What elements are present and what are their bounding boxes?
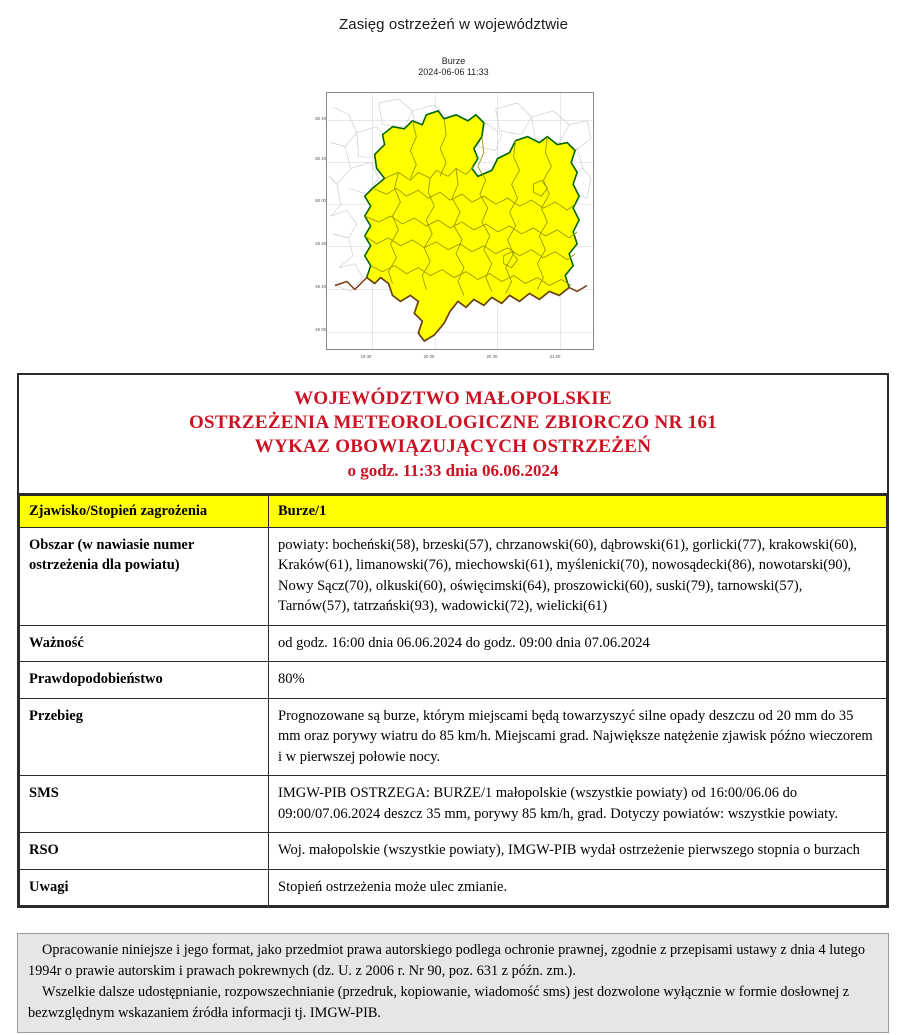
row-value-obszar: powiaty: bocheński(58), brzeski(57), chrzanowski(60), dąbrowski(61), gorlicki(77), krakowski(60), Kraków(61), limanowski(76), miechowski(61), myślenicki(70), nowosądecki(86), nowotarski(90), Nowy Sącz(70), olkuski(60), oświęcimski(64), proszowicki(60), suski(79), tarnowski(57), Tarnów(57), tatrzański(93), wadowicki(72), wielicki(61) (269, 527, 887, 625)
warning-extent-map (310, 88, 598, 366)
table-row (20, 869, 887, 906)
row-label-rso: RSO (20, 833, 269, 870)
banner-line-list: WYKAZ OBOWIĄZUJĄCYCH OSTRZEŻEŃ (254, 436, 652, 457)
footnote-paragraph-1: Opracowanie niniejsze i jego format, jako przedmiot prawa autorskiego podlega ochronie prawnej, zgodnie z przepisami ustawy z dnia 4 lutego 1994r o prawie autorskim i prawach pokrewnych (dz. U. z 2006 r. Nr 90, poz. 631 z późn. zm.). (28, 942, 865, 979)
warning-banner (19, 375, 887, 495)
map-ytick-2: 50 00 (315, 198, 326, 203)
map-xtick-2: 20 30 (486, 354, 498, 359)
row-label-obszar: Obszar (w nawiasie numer ostrzeżenia dla powiatu) (20, 527, 269, 625)
row-label-uwagi: Uwagi (20, 869, 269, 906)
row-label-przebieg: Przebieg (20, 698, 269, 776)
map-ytick-3: 49 40 (315, 241, 326, 246)
row-value-prawdopodobienstwo: 80% (269, 662, 887, 699)
map-xtick-1: 20 00 (423, 354, 435, 359)
row-value-przebieg: Prognozowane są burze, którym miejscami będą towarzyszyć silne opady deszczu od 20 mm do 35 mm oraz porywy wiatru do 85 km/h. Miejscami grad. Największe natężenie zjawisk późno wieczorem i w pierwszej połowie nocy. (269, 698, 887, 776)
table-row (20, 833, 887, 870)
map-ytick-1: 50 20 (315, 156, 326, 161)
table-row (20, 776, 887, 833)
table-row (20, 527, 887, 625)
warning-sheet (17, 373, 889, 908)
map-ytick-5: 49 00 (315, 327, 326, 332)
map-ytick-4: 49 20 (315, 284, 326, 289)
map-caption-timestamp: 2024-06-06 11:33 (418, 67, 489, 77)
row-value-rso: Woj. małopolskie (wszystkie powiaty), IMGW-PIB wydał ostrzeżenie pierwszego stopnia o burzach (269, 833, 887, 870)
row-label-sms: SMS (20, 776, 269, 833)
map-ytick-0: 50 40 (315, 116, 326, 121)
row-value-waznosc: od godz. 16:00 dnia 06.06.2024 do godz. 09:00 dnia 07.06.2024 (269, 625, 887, 662)
warning-table (19, 495, 887, 906)
row-label-prawdopodobienstwo: Prawdopodobieństwo (20, 662, 269, 699)
page-title: Zasięg ostrzeżeń w województwie (338, 16, 569, 33)
banner-line-time: o godz. 11:33 dnia 06.06.2024 (347, 461, 559, 480)
header-value-phenomenon: Burze/1 (269, 496, 887, 528)
map-caption-phenomenon: Burze (441, 56, 466, 66)
table-row-header (20, 496, 887, 528)
row-value-sms: IMGW-PIB OSTRZEGA: BURZE/1 małopolskie (wszystkie powiaty) od 16:00/06.06 do 09:00/07.06.2024 deszcz 35 mm, porywy 85 km/h, grad. Dotyczy powiatów: wszystkie powiaty. (269, 776, 887, 833)
table-row (20, 625, 887, 662)
map-caption (0, 56, 907, 78)
map-xtick-0: 19 30 (360, 354, 372, 359)
table-row (20, 698, 887, 776)
row-label-waznosc: Ważność (20, 625, 269, 662)
row-value-uwagi: Stopień ostrzeżenia może ulec zmianie. (269, 869, 887, 906)
map-xtick-3: 21 00 (549, 354, 561, 359)
table-row (20, 662, 887, 699)
map-graphic (327, 93, 593, 349)
banner-line-number: OSTRZEŻENIA METEOROLOGICZNE ZBIORCZO NR 161 (188, 412, 718, 433)
banner-line-voivodeship: WOJEWÓDZTWO MAŁOPOLSKIE (294, 388, 612, 409)
header-label-phenomenon: Zjawisko/Stopień zagrożenia (20, 496, 269, 528)
copyright-footnote (17, 933, 889, 1033)
map-frame (326, 92, 594, 350)
footnote-paragraph-2: Wszelkie dalsze udostępnianie, rozpowszechnianie (przedruk, kopiowanie, wiadomość sms) jest dozwolone wyłącznie w formie dosłownej z bezwzględnym wskazaniem źródła informacji tj. IMGW-PIB. (28, 984, 850, 1021)
